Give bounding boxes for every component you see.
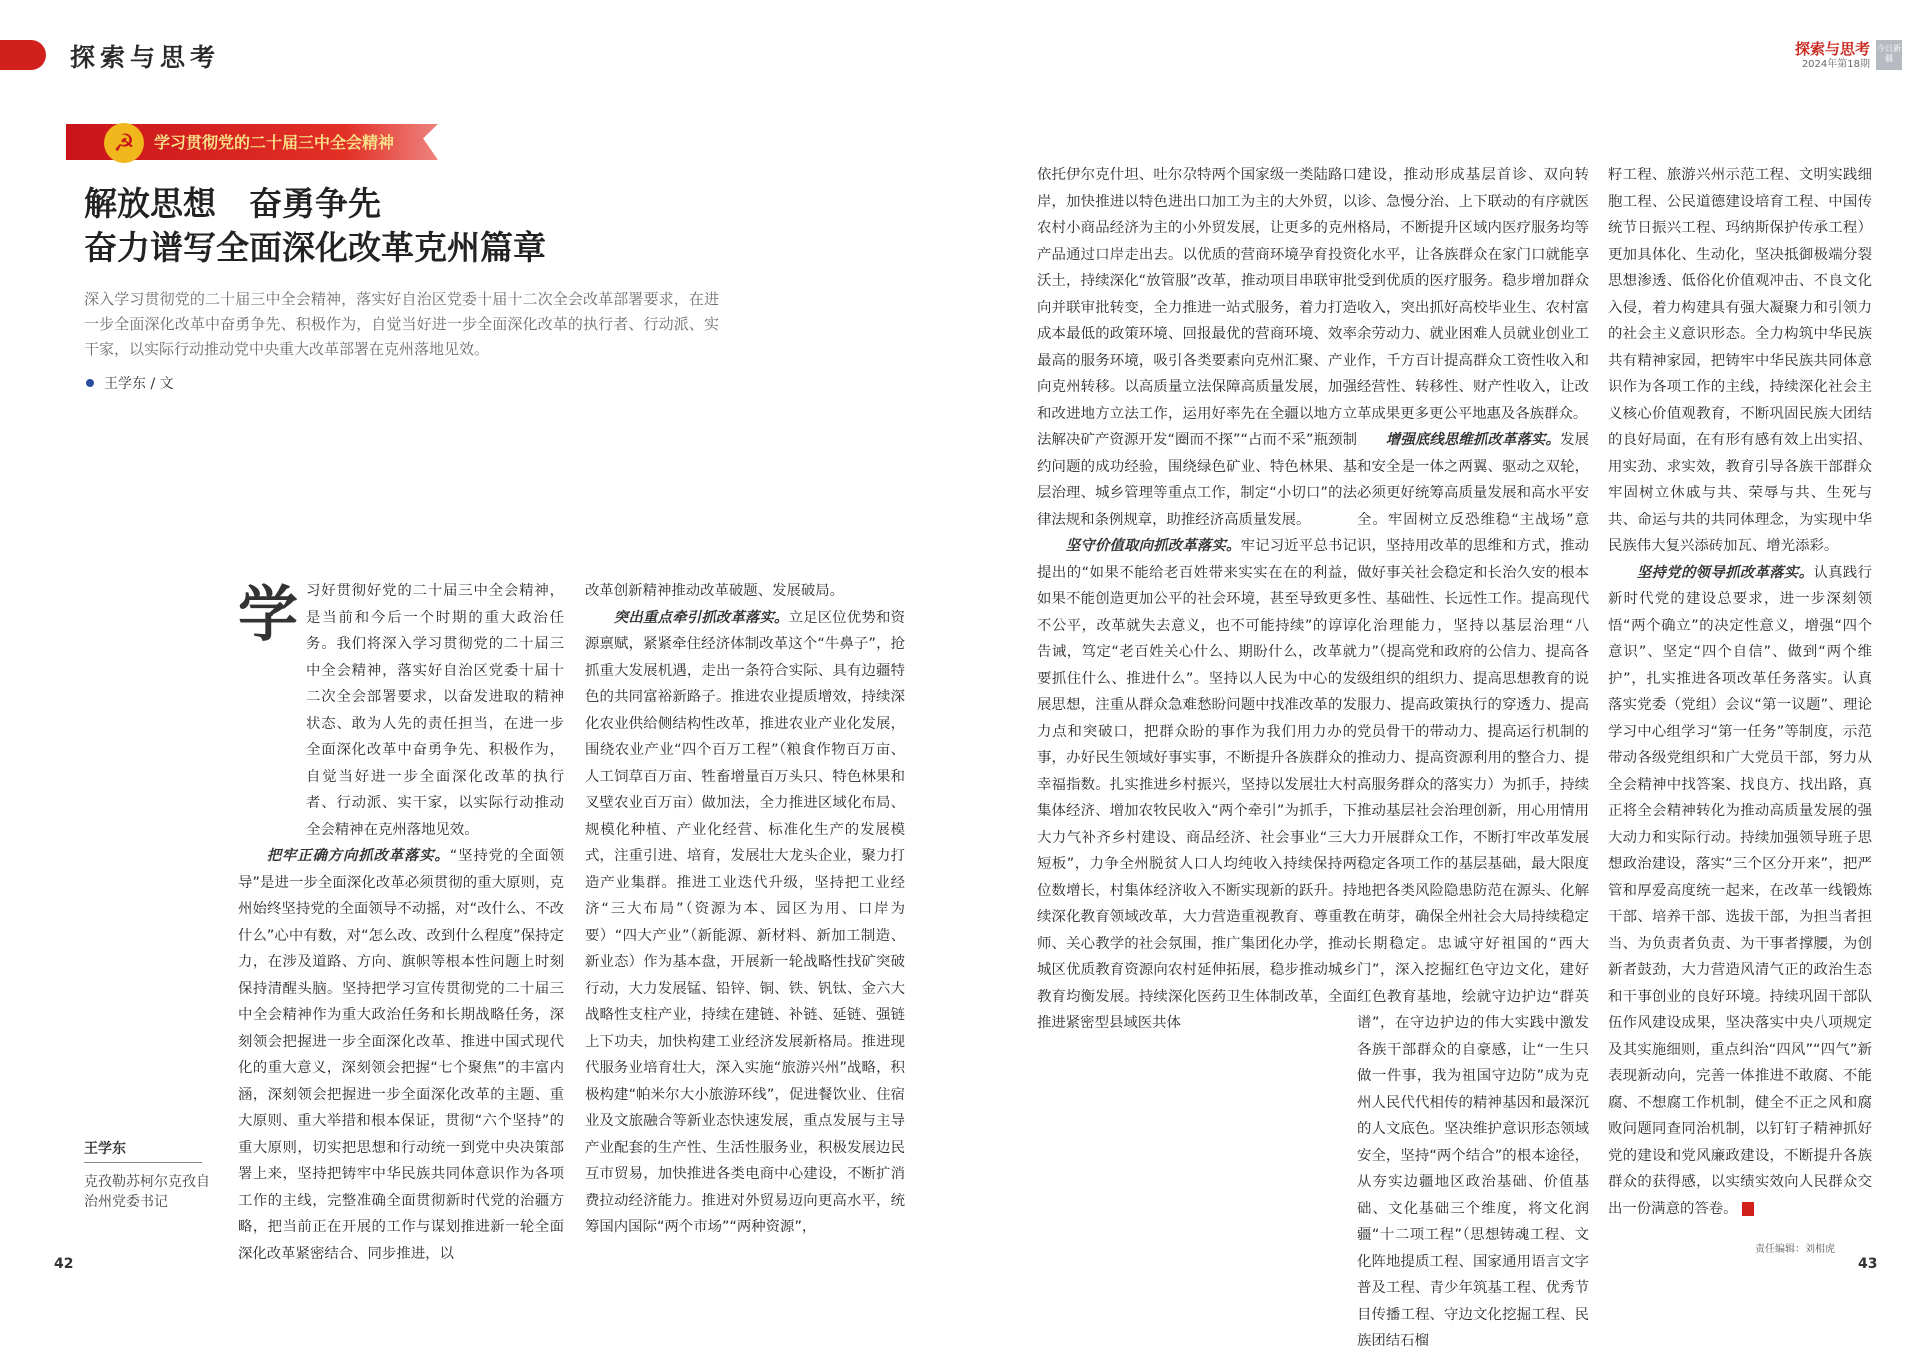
paragraph-text: 建设，推动形成基层首诊、双向转诊、急慢分治、上下联动的有序就医格局，不断提升区域内医疗服务均等化水平，让各族群众在家门口就能享受到优质的医疗服务。稳步增加群众收入，突出抓好高校毕业生、农村富余劳动力、就业困难人员就业创业工作，千方百计提高群众工资性收入和经营性、转移性、财产性收入，让改革成果更多更公平地惠及各族群众。 [1357, 167, 1589, 422]
dropcap: 学 [238, 580, 298, 650]
paragraph [1357, 162, 1589, 427]
paragraph-text: 籽工程、旅游兴州示范工程、文明实践细胞工程、公民道德建设培育工程、中国传统节日振兴工程、玛纳斯保护传承工程）更加具体化、生动化，坚决抵御极端分裂思想渗透、低俗化价值观冲击、不良文化入侵，着力构建具有强大凝聚力和引领力的社会主义意识形态。全力构筑中华民族共有精神家园，把铸牢中华民族共同体意识作为各项工作的主线，持续深化社会主义核心价值观教育，不断巩固民族大团结的良好局面，在有形有感有效上出实招、用实劲、求实效，教育引导各族干部群众牢固树立休戚与共、荣辱与共、生死与共、命运与共的共同体理念，为实现中华民族伟大复兴添砖加瓦、增光添彩。 [1608, 167, 1872, 554]
article-lead: 深入学习贯彻党的二十届三中全会精神，落实好自治区党委十届十二次全会改革部署要求，在进一步全面深化改革中奋勇争先、积极作为，自觉当好进一步全面深化改革的执行者、行动派、实干家，以实际行动推动党中央重大改革部署在克州落地见效。 [84, 290, 719, 358]
paragraph-subhead: 坚守价值取向抓改革落实。 [1065, 537, 1241, 554]
section-title: 探索与思考 [70, 43, 221, 72]
paragraph [238, 843, 564, 1267]
paragraph-subhead: 增强底线思维抓改革落实。 [1385, 431, 1561, 448]
paragraph-subhead: 把牢正确方向抓改革落实。 [266, 847, 450, 864]
article-author: 王学东 / 文 [104, 376, 174, 392]
paragraph-text: 依托伊尔克什坦、吐尔尕特两个国家级一类陆路口岸，加快推进以特色进出口加工为主的大外贸，以农村小商品经济为主的小外贸发展，让更多的克州产品通过口岸走出去。以优质的营商环境孕育投资沃土，持续深化“放管服”改革，推动项目串联审批向并联审批转变，全力推进一站式服务，着力打造成本最低的政策环境、回报最优的营商环境、效率最高的服务环境，吸引各类要素向克州汇聚、产业向克州转移。以高质量立法保障高质量发展，加强和改进地方立法工作，运用好率先在全疆以地方立法解决矿产资源开发“圈而不探”“占而不采”瓶颈制约问题的成功经验，围绕绿色矿业、特色林果、基层治理、城乡管理等重点工作，制定“小切口”的法律法规和条例规章，助推经济高质量发展。 [1037, 167, 1357, 528]
paragraph-subhead: 突出重点牵引抓改革落实。 [613, 608, 789, 626]
magazine-brand: 探索与思考 [1794, 40, 1870, 58]
paragraph [1608, 560, 1872, 1223]
article-title-line2: 奋力谱写全面深化改革克州篇章 [84, 228, 546, 267]
author-bullet-icon [86, 379, 94, 387]
text-column-1 [238, 578, 564, 1267]
magazine-header [1795, 40, 1902, 71]
magazine-seal: 今日新疆 [1876, 40, 1902, 70]
party-emblem-icon: ☭ [104, 123, 144, 163]
text-column-3 [1037, 162, 1357, 1037]
banner-text: 学习贯彻党的二十届三中全会精神 [154, 133, 395, 152]
paragraph-text: 牢记习近平总书记提出的“如果不能给老百姓带来实实在在的利益，如果不能创造更加公平的社会环境，甚至导致更多不公平，改革就失去意义，也不可能持续”的谆谆告诫，笃定“老百姓关心什么、期盼什么，改革就要抓住什么、推进什么”。坚持以人民为中心的发展思想，注重从群众急难愁盼问题中找准改革的发力点和突破口，把群众盼的事作为我们用力办的事，办好民生领域好事实事，不断提升各族群众的幸福指数。扎实推进乡村振兴，坚持以发展壮大村集体经济、增加农牧民收入“两个牵引”为抓手，下大力气补齐乡村建设、商品经济、社会事业“三大短板”，力争全州脱贫人口人均纯收入持续保持两位数增长，村集体经济收入不断实现新的跃升。持续深化教育领域改革，大力营造重视教育、尊重教师、关心教学的社会氛围，推广集团化办学，推动城区优质教育资源向农村延伸拓展，稳步推动城乡教育均衡发展。持续深化医药卫生体制改革，全面推进紧密型县域医共体 [1037, 538, 1357, 1031]
paragraph-text: 习好贯彻好党的二十届三中全会精神，是当前和今后一个时期的重大政治任务。我们将深入学习贯彻党的二十届三中全会精神，落实好自治区党委十届十二次全会部署要求，以奋发进取的精神状态、敢为人先的责任担当，在进一步全面深化改革中奋勇争先、积极作为，自觉当好进一步全面深化改革的执行者、行动派、实干家，以实际行动推动全会精神在克州落地见效。 [306, 583, 564, 838]
paragraph-text: 立足区位优势和资源禀赋，紧紧牵住经济体制改革这个“牛鼻子”，抢抓重大发展机遇，走出一条符合实际、具有边疆特色的共同富裕新路子。推进农业提质增效，持续深化农业供给侧结构性改革，推进农业产业化发展，围绕农业产业“四个百万工程”（粮食作物百万亩、人工饲草百万亩、牲畜增量百万头只、特色林果和叉壁农业百万亩）做加法，全力推进区域化布局、规模化种植、产业化经营、标准化生产的发展模式，注重引进、培育，发展壮大龙头企业，聚力打造产业集群。推进工业迭代升级，坚持把工业经济“三大布局”（资源为本、园区为用、口岸为要）“四大产业”（新能源、新材料、新加工制造、新业态）作为基本盘，开展新一轮战略性找矿突破行动，大力发展锰、铅锌、铜、铁、钒钛、金六大战略性支柱产业，持续在建链、补链、延链、强链上下功夫，加快构建工业经济发展新格局。推进现代服务业培育壮大，深入实施“旅游兴州”战略，积极构建“帕米尔大小旅游环线”，促进餐饮业、住宿业及文旅融合等新业态快速发展，重点发展与主导产业配套的生产性、生活性服务业，积极发展边民互市贸易，加快推进各类电商中心建设，不断扩消费拉动经济能力。推进对外贸易迈向更高水平，统筹国内国际“两个市场”“两种资源”， [585, 609, 905, 1235]
paragraph [1357, 427, 1589, 1355]
text-column-2 [585, 578, 905, 1241]
text-column-4 [1357, 162, 1589, 1355]
paragraph [585, 605, 905, 1241]
page-number-left: 42 [54, 1256, 74, 1272]
bio-divider [84, 1162, 202, 1163]
end-mark-icon [1742, 1202, 1754, 1216]
bio-name: 王学东 [84, 1141, 126, 1157]
paragraph [1608, 162, 1872, 560]
bio-title: 克孜勒苏柯尔克孜自治州党委书记 [84, 1174, 210, 1210]
paragraph-text: 发展和安全是一体之两翼、驱动之双轮，必须更好统筹高质量发展和高水平安全。牢固树立反恐维稳“主战场”意识，坚持用改革的思维和方式，推动做好事关社会稳定和长治久安的根本性、基础性、长远性工作。提高现代化治理能力，坚持以基层治理“八力”（提高党和政府的公信力、提高各级组织的组织力、提高思想教育的说服力、提高政策执行的穿透力、提高党员骨干的带动力、提高运行机制的推动力、提高资源利用的整合力、提高服务群众的落实力）为抓手，持续推动基层社会治理创新，用心用情用力开展群众工作，不断打牢改革发展稳定各项工作的基层基础，最大限度地把各类风险隐患防范在源头、化解在萌芽，确保全州社会大局持续稳定长期稳定。忠诚守好祖国的“西大门”，深入挖掘红色守边文化，建好红色教育基地，绘就守边护边“群英谱”，在守边护边的伟大实践中激发各族干部群众的自豪感，让“一生只做一件事，我为祖国守边防”成为克州人民代代相传的精神基因和最深沉的人文底色。坚决维护意识形态领域安全，坚持“两个结合”的根本途径，从夯实边疆地区政治基础、价值基础、文化基础三个维度，将文化润疆“十二项工程”（思想铸魂工程、文化阵地提质工程、国家通用语言文字普及工程、青少年筑基工程、优秀节目传播工程、守边文化挖掘工程、民族团结石榴 [1357, 432, 1589, 1349]
section-tab-marker [0, 40, 46, 70]
paragraph [585, 578, 905, 605]
paragraph-text: 改革创新精神推动改革破题、发展破局。 [585, 583, 845, 599]
article-title-line1: 解放思想 奋勇争先 [84, 184, 381, 223]
paragraph [1037, 162, 1357, 533]
paragraph [238, 578, 564, 843]
issue-label: 2024年第18期 [1801, 59, 1870, 70]
paragraph-subhead: 坚持党的领导抓改革落实。 [1636, 563, 1814, 581]
paragraph [1037, 533, 1357, 1037]
text-column-5 [1608, 162, 1872, 1222]
page-number-right: 43 [1858, 1256, 1878, 1272]
paragraph-text: 认真践行新时代党的建设总要求，进一步深刻领悟“两个确立”的决定性意义，增强“四个意识”、坚定“四个自信”、做到“两个维护”，扎实推进各项改革任务落实。认真落实党委（党组）会议“第一议题”、理论学习中心组学习“第一任务”等制度，示范带动各级党组织和广大党员干部，努力从全会精神中找答案、找良方、找出路，真正将全会精神转化为推动高质量发展的强大动力和实际行动。持续加强领导班子思想政治建设，落实“三个区分开来”，把严管和厚爱高度统一起来，在改革一线锻炼干部、培养干部、选拔干部，为担当者担当、为负责者负责、为干事者撑腰，为创新者鼓劲，大力营造风清气正的政治生态和干事创业的良好环境。持续巩固干部队伍作风建设成果，坚决落实中央八项规定及其实施细则，重点纠治“四风”“四气”新表现新动向，完善一体推进不敢腐、不能腐、不想腐工作机制，健全不正之风和腐败问题同查同治机制，以钉钉子精神抓好党的建设和党风廉政建设，不断提升各族群众的获得感，以实绩实效向人民群众交出一份满意的答卷。 [1608, 564, 1872, 1217]
editor-credit: 责任编辑：刘相虎 [1755, 1244, 1835, 1255]
paragraph-text: “坚持党的全面领导”是进一步全面深化改革必须贯彻的重大原则，克州始终坚持党的全面领导不动摇，对“改什么、不改什么”心中有数，对“怎么改、改到什么程度”保持定力，在涉及道路、方向、旗帜等根本性问题上时刻保持清醒头脑。坚持把学习宣传贯彻党的二十届三中全会精神作为重大政治任务和长期战略任务，深刻领会把握进一步全面深化改革、推进中国式现代化的重大意义，深刻领会把握“七个聚焦”的丰富内涵，深刻领会把握进一步全面深化改革的主题、重大原则、重大举措和根本保证，贯彻“六个坚持”的重大原则，切实把思想和行动统一到党中央决策部署上来，坚持把铸牢中华民族共同体意识作为各项工作的主线，完整准确全面贯彻新时代党的治疆方略，把当前正在开展的工作与谋划推进新一轮全面深化改革紧密结合、同步推进，以 [238, 848, 564, 1262]
